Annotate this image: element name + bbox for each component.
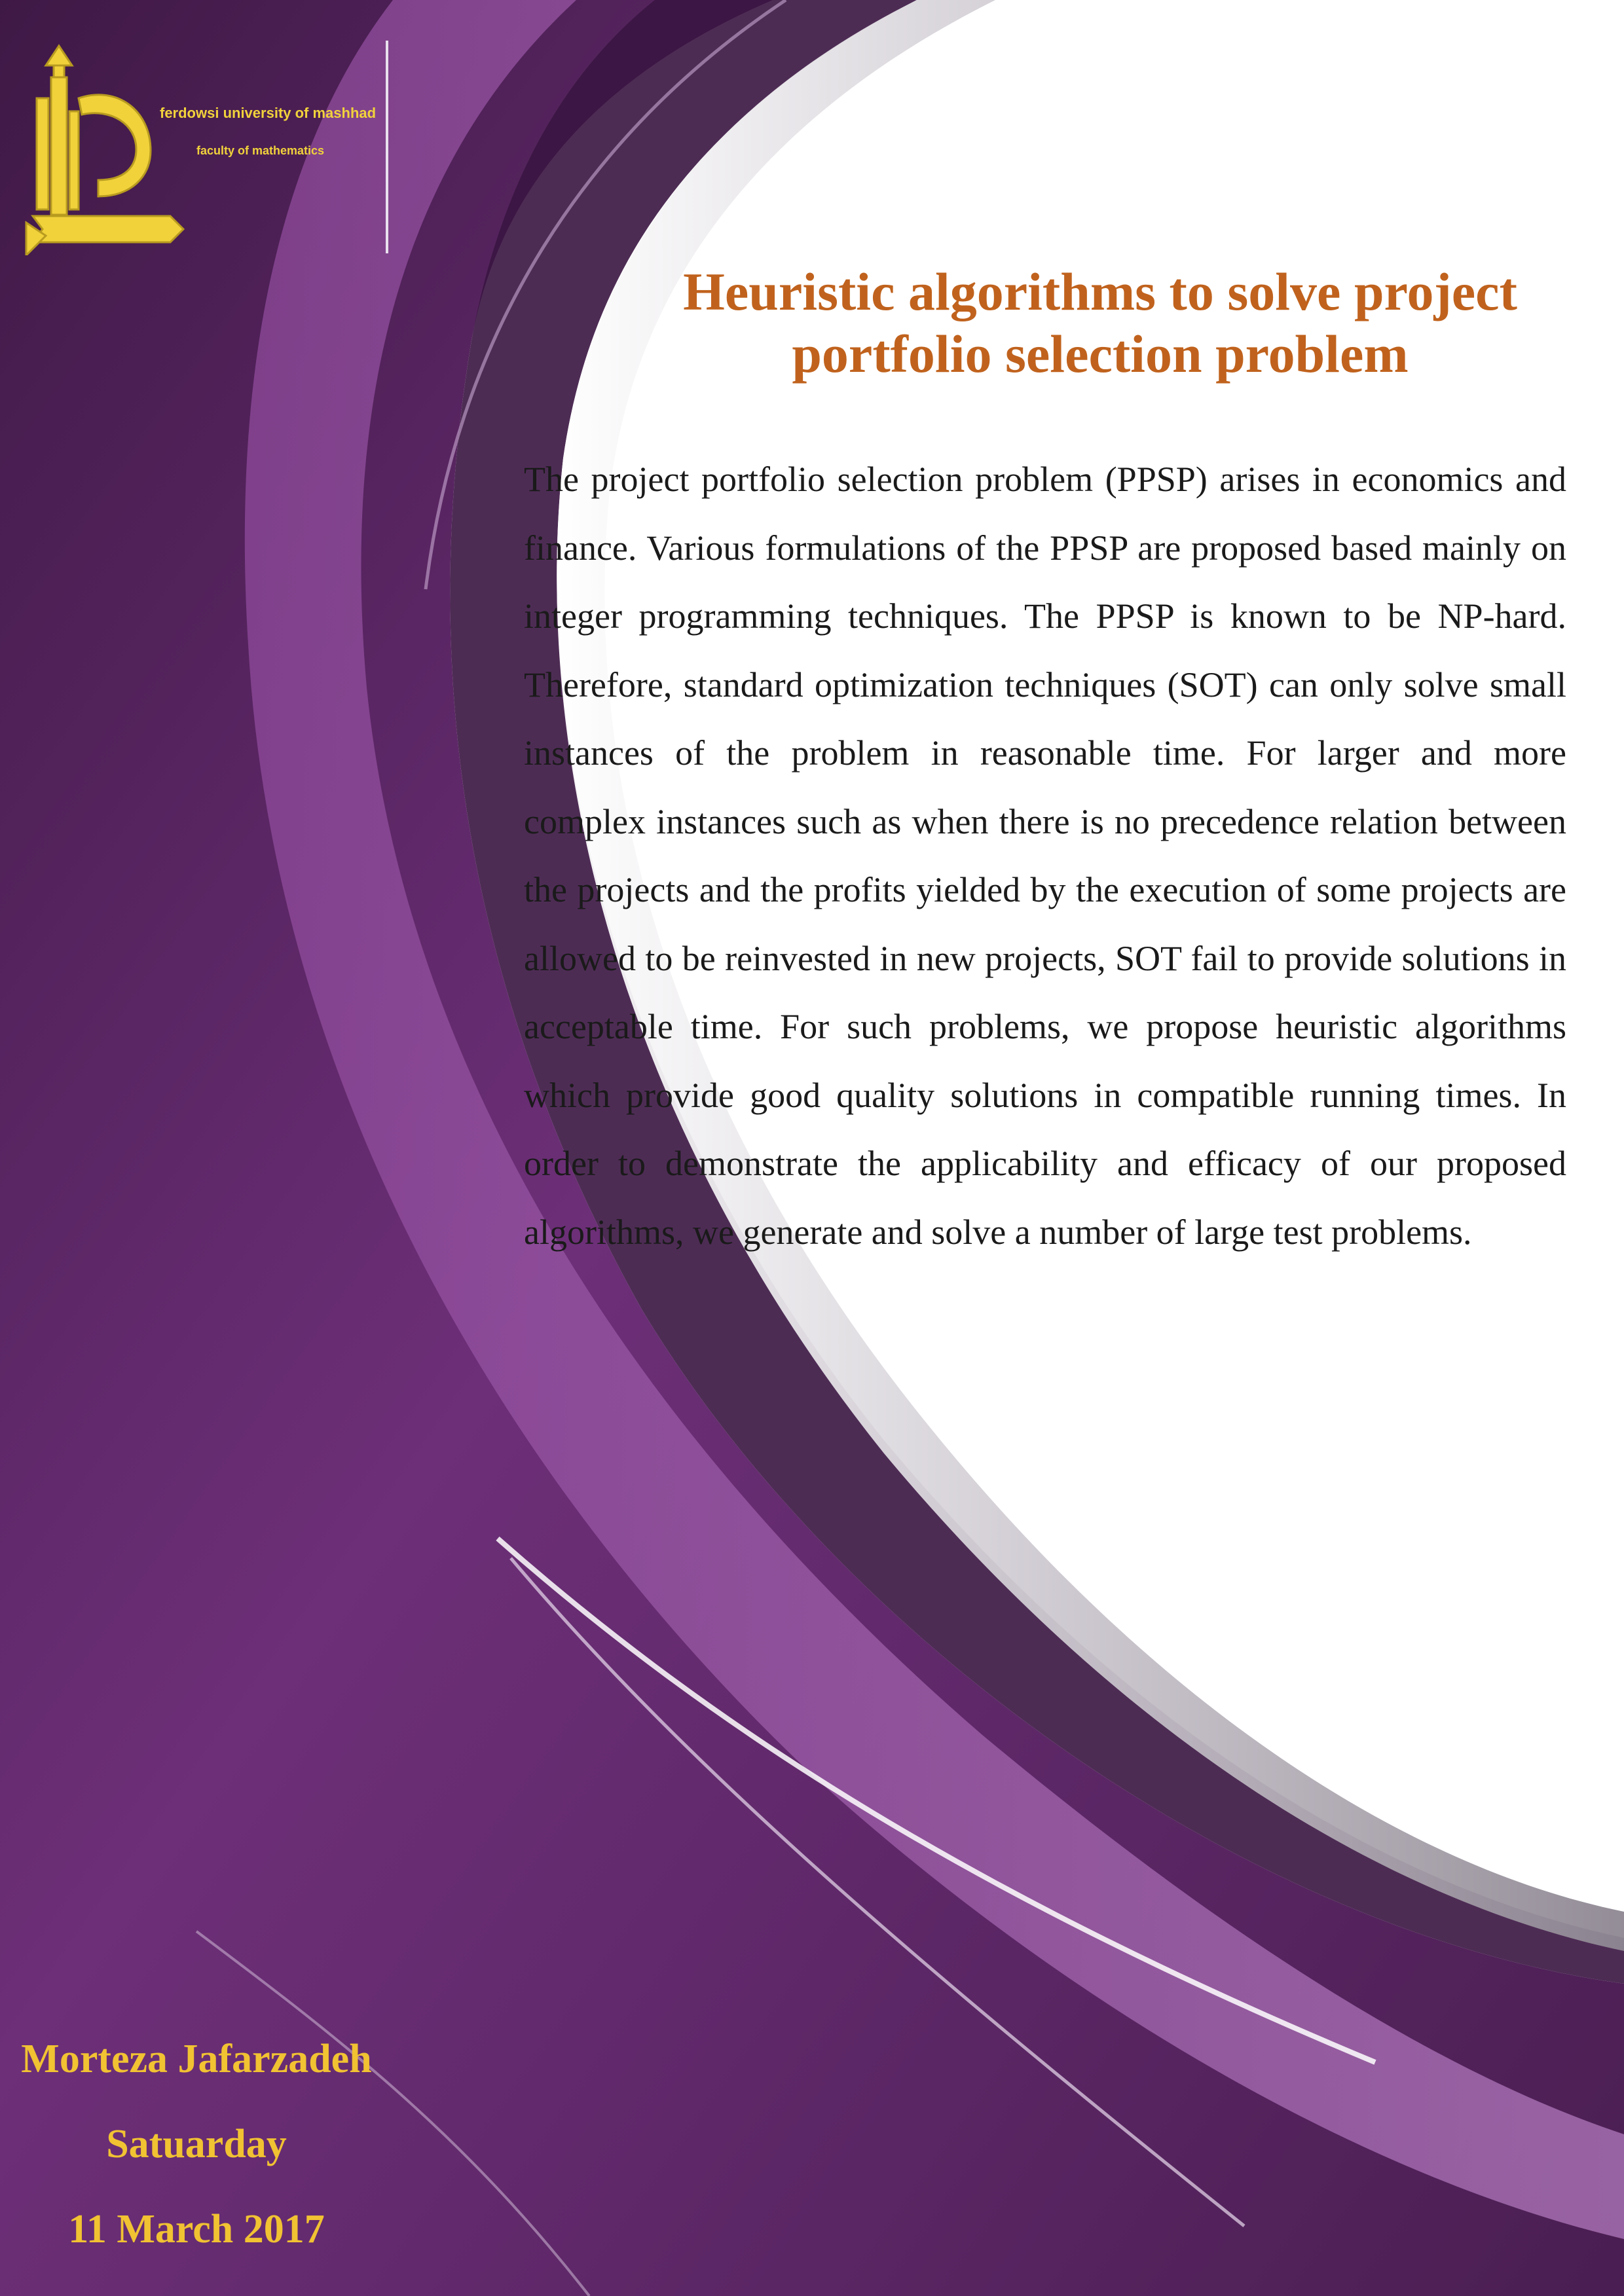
date: 11 March 2017 [68,2207,325,2251]
abstract-text: The project portfolio selection problem (PPSP) arises in economics and finance. Various formulations of the PPSP are proposed based mainly on integer programming techniques. The PPSP is known to be NP-hard. Therefore, standard optimization techniques (SOT) can only solve small instances of the problem in reasonable time. For larger and more complex instances such as when there is no precedence relation between the projects and the profits yielded by the execution of some projects are allowed to be reinvested in new projects, SOT fail to provide solutions in acceptable time. For such problems, we propose heuristic algorithms which provide good quality solutions in compatible running times. In order to demonstrate the applicability and efficacy of our proposed algorithms, we generate and solve a number of large test problems. [524,460,1566,1252]
university-name: ferdowsi university of mashhad [160,105,377,121]
author-name: Morteza Jafarzadeh [21,2037,372,2081]
faculty-name: faculty of mathematics [196,144,325,157]
document-title: Heuristic algorithms to solve project portfolio selection problem [683,262,1517,384]
day-of-week: Satuarday [106,2122,287,2166]
author-block [0,2023,393,2278]
